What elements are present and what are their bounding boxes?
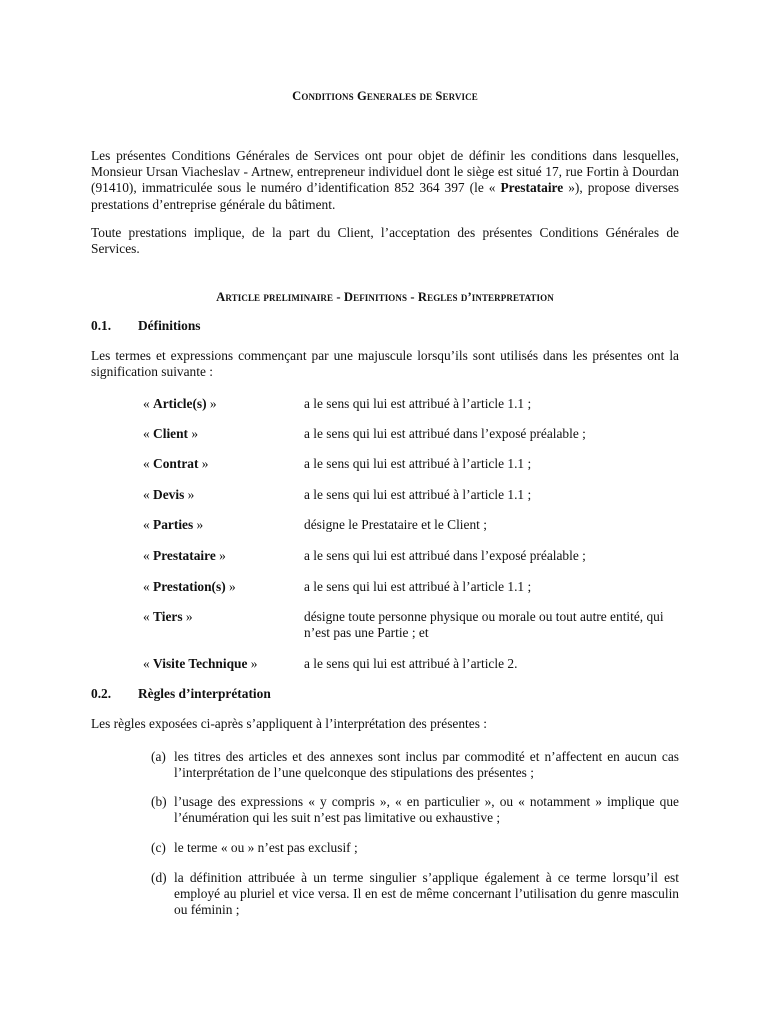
definition-term: « Article(s) »: [143, 396, 217, 411]
definition-meaning: a le sens qui lui est attribué à l’article 1.1 ;: [304, 396, 532, 411]
definition-term: « Parties »: [143, 517, 204, 532]
article-heading: Article preliminaire - Definitions - Regles d’interpretation: [216, 290, 554, 304]
list-item-label: (d): [151, 870, 167, 885]
intro-paragraph-1: [91, 148, 679, 213]
definition-term: « Contrat »: [143, 456, 209, 471]
definition-meaning: désigne le Prestataire et le Client ;: [304, 517, 487, 532]
definition-term: « Prestataire »: [143, 548, 226, 563]
definition-meaning: a le sens qui lui est attribué à l’article 1.1 ;: [304, 456, 532, 471]
document-title: Conditions Generales de Service: [292, 89, 478, 103]
list-item-label: (b): [151, 794, 167, 809]
rules-intro: Les règles exposées ci-après s’appliquent à l’interprétation des présentes :: [91, 716, 487, 731]
definition-term: « Client »: [143, 426, 199, 441]
definition-meaning: a le sens qui lui est attribué à l’article 1.1 ;: [304, 579, 532, 594]
definition-meaning: a le sens qui lui est attribué dans l’exposé préalable ;: [304, 426, 586, 441]
list-item-text: l’usage des expressions « y compris », « en particulier », ou « notamment » implique que l’énumération qui les suit n’est pas limitative ou exhaustive ;: [174, 794, 679, 826]
section-number: 0.2.: [91, 686, 112, 701]
definition-term: « Tiers »: [143, 609, 193, 624]
definition-term: « Prestation(s) »: [143, 579, 236, 594]
definition-meaning: a le sens qui lui est attribué dans l’exposé préalable ;: [304, 548, 586, 563]
definitions-intro: Les termes et expressions commençant par une majuscule lorsqu’ils sont utilisés dans les présentes ont la signification suivante :: [91, 348, 679, 380]
list-item-text: le terme « ou » n’est pas exclusif ;: [174, 840, 358, 855]
definition-term: « Visite Technique »: [143, 656, 258, 671]
intro-paragraph-2: Toute prestations implique, de la part du Client, l’acceptation des présentes Conditions Générales de Services.: [91, 225, 679, 257]
prestataire-term: Prestataire: [500, 180, 564, 196]
definition-term: « Devis »: [143, 487, 195, 502]
definition-meaning: a le sens qui lui est attribué à l’article 1.1 ;: [304, 487, 532, 502]
definition-meaning: désigne toute personne physique ou morale ou tout autre entité, qui n’est pas une Partie ; et: [304, 609, 664, 641]
intro-text-end: »), propose diverses prestations d’entreprise générale du bâtiment.: [91, 180, 679, 212]
list-item-label: (a): [151, 749, 166, 764]
list-item-text: la définition attribuée à un terme singulier s’applique également à ce terme lorsqu’il est employé au pluriel et vice versa. Il en est de même concernant l’utilisation du genre masculin ou féminin ;: [174, 870, 679, 918]
list-item-text: les titres des articles et des annexes sont inclus par commodité et n’affectent en aucun cas l’interprétation de l’une quelconque des stipulations des présentes ;: [174, 749, 679, 781]
section-number: 0.1.: [91, 318, 112, 333]
section-title: Règles d’interprétation: [138, 686, 271, 701]
intro-text-start: Les présentes Conditions Générales de Services ont pour objet de définir les conditions dans lesquelles, Monsieur Ursan Viacheslav - Artnew, entrepreneur individuel dont le siège est situé 17, rue Fortin à Dourdan (91410), immatriculée sous le numéro d’identification 852 364 397 (le «: [91, 148, 679, 196]
definition-meaning: a le sens qui lui est attribué à l’article 2.: [304, 656, 518, 671]
section-title: Définitions: [138, 318, 201, 333]
list-item-label: (c): [151, 840, 166, 855]
